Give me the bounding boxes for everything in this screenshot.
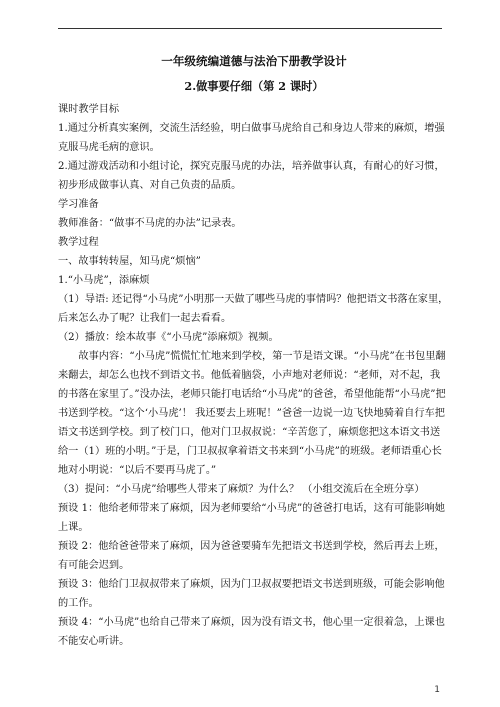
document-page xyxy=(58,52,450,651)
part-1-heading: 一、故事转转屋，知马虎“烦恼” xyxy=(58,256,201,267)
document-title: 一年级统编道德与法治下册教学设计 xyxy=(161,54,347,68)
preset-1: 预设 1：他给老师带来了麻烦，因为老师要给“小马虎”的爸爸打电话，这有可能影响她上课。 xyxy=(58,503,445,533)
prep-heading: 学习准备 xyxy=(58,199,99,210)
process-heading: 教学过程 xyxy=(58,237,99,248)
step-1: （1）导语: 还记得“小马虎”小明那一天做了哪些马虎的事情吗？他把语文书落在家里，后来怎么办了呢？让我们一起去看看。 xyxy=(58,294,449,324)
teacher-prep: 教师准备：“做事不马虎的办法”记录表。 xyxy=(58,218,242,229)
step-2: （2）播放：绘本故事《“小马虎”添麻烦》视频。 xyxy=(58,332,279,343)
preset-2: 预设 2：他给爸爸带来了麻烦，因为爸爸要骑车先把语文书送到学校，然后再去上班，有可能会迟到。 xyxy=(58,541,445,571)
lesson-title: 2.做事要仔细（第 2 课时） xyxy=(184,79,324,93)
header-rule xyxy=(58,28,442,29)
preset-4: 预设 4：“小马虎”也给自己带来了麻烦，因为没有语文书，他心里一定很着急，上课也不能安心听讲。 xyxy=(58,617,445,647)
objective-1: 1.通过分析真实案例，交流生活经验，明白做事马虎给自己和身边人带来的麻烦，增强克服马虎毛病的意识。 xyxy=(58,123,445,153)
item-1-heading: 1.“小马虎”，添麻烦 xyxy=(58,275,150,286)
objectives-heading: 课时教学目标 xyxy=(58,104,120,115)
story-paragraph: 故事内容：“小马虎”慌慌忙忙地来到学校，第一节是语文课。“小马虎”在书包里翻来翻去，却怎么也找不到语文书。他低着脑袋，小声地对老师说：“老师，对不起，我的书落在家里了。”没办法，老师只能打电话给“小马虎”的爸爸，希望他能帮“小马虎”把书送到学校。“这个‘小马虎’！ 我还要去上班呢！”爸爸一边说一边飞快地骑着自行车把语文书送到学校。到了校门口，他对门卫叔叔说：“辛苦您了，麻烦您把这本语文书送给一（1）班的小明。”于是，门卫叔叔拿着语文书来到“小马虎”的班级。老师语重心长地对小明说：“以后不要再马虎了。” xyxy=(58,351,446,476)
objective-2: 2.通过游戏活动和小组讨论，探究克服马虎的办法，培养做事认真，有耐心的好习惯，初步形成做事认真、对自己负责的品质。 xyxy=(58,161,445,191)
page-number: 1 xyxy=(434,685,440,695)
preset-3: 预设 3：他给门卫叔叔带来了麻烦，因为门卫叔叔要把语文书送到班级，可能会影响他的工作。 xyxy=(58,579,445,609)
step-3: （3）提问：“小马虎”给哪些人带来了麻烦？为什么？ （小组交流后在全班分享） xyxy=(58,484,425,495)
